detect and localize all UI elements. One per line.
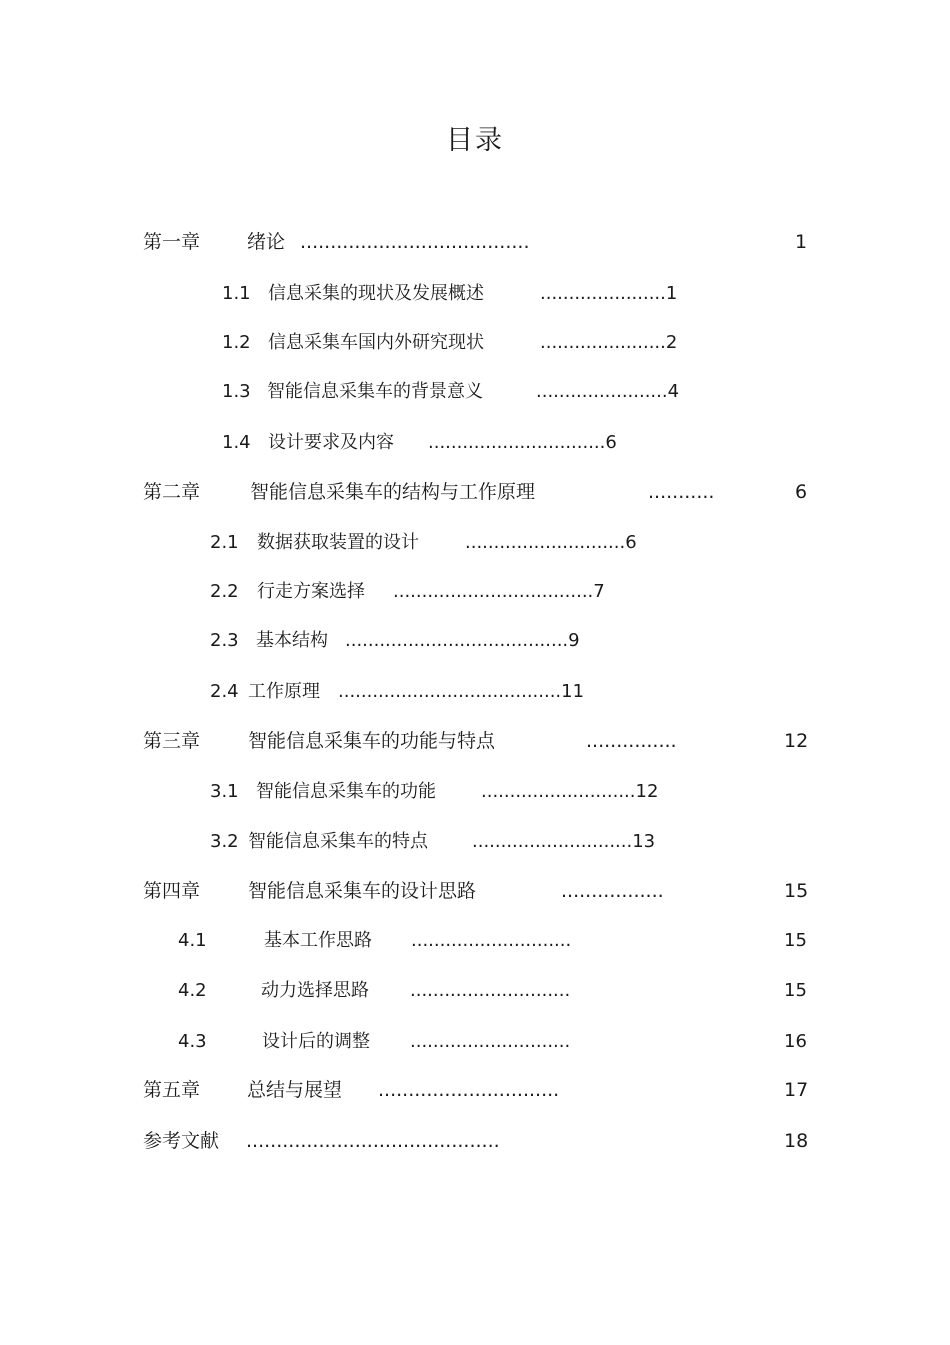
leader-dots: ................. (561, 880, 664, 902)
section-title: 智能信息采集车的功能 (256, 781, 436, 802)
chapter-number: 第一章 (143, 231, 201, 253)
page-number: 12 (784, 730, 809, 752)
chapter-title: 智能信息采集车的结构与工作原理 (250, 481, 536, 503)
chapter-number: 第五章 (143, 1079, 201, 1101)
toc-section-1-1[interactable] (0, 279, 950, 309)
section-number: 4.3 (178, 1031, 207, 1052)
leader-dots: ........... (648, 481, 715, 503)
leader-dots-page: ............................13 (472, 831, 656, 852)
section-number: 2.2 (210, 581, 239, 602)
section-number: 2.4 (210, 681, 239, 702)
page-number: 16 (784, 1031, 807, 1052)
toc-references[interactable] (0, 1126, 950, 1156)
section-number: 4.1 (178, 930, 207, 951)
toc-section-2-2[interactable] (0, 577, 950, 607)
toc-section-1-3[interactable] (0, 377, 950, 407)
section-title: 设计后的调整 (262, 1031, 370, 1052)
section-number: 4.2 (178, 980, 207, 1001)
section-title: 信息采集的现状及发展概述 (268, 283, 484, 304)
section-title: 数据获取装置的设计 (257, 532, 419, 553)
section-number: 3.1 (210, 781, 239, 802)
section-title: 动力选择思路 (261, 980, 369, 1001)
leader-dots-page: .......................................11 (338, 681, 585, 702)
leader-dots-page: ............................6 (465, 532, 637, 553)
chapter-title: 智能信息采集车的设计思路 (248, 880, 477, 902)
section-number: 2.3 (210, 630, 239, 651)
leader-dots: .............................. (378, 1079, 560, 1101)
chapter-number: 第三章 (143, 730, 201, 752)
section-number: 2.1 (210, 532, 239, 553)
toc-section-4-3[interactable] (0, 1027, 950, 1057)
page-number: 15 (784, 930, 807, 951)
leader-dots: ............................ (411, 930, 572, 951)
section-title: 智能信息采集车的背景意义 (267, 381, 483, 402)
toc-section-1-4[interactable] (0, 428, 950, 458)
leader-dots: ............................ (410, 1031, 571, 1052)
leader-dots-page: ......................1 (540, 283, 678, 304)
leader-dots-page: ...............................6 (428, 432, 617, 453)
toc-chapter-2[interactable] (0, 477, 950, 507)
page-number: 15 (784, 880, 809, 902)
section-title: 工作原理 (248, 681, 320, 702)
toc-section-1-2[interactable] (0, 328, 950, 358)
section-number: 3.2 (210, 831, 239, 852)
toc-chapter-4[interactable] (0, 876, 950, 906)
page-number: 6 (795, 481, 808, 503)
chapter-title: 总结与展望 (247, 1079, 343, 1101)
page-number: 17 (784, 1079, 809, 1101)
chapter-title: 绪论 (247, 231, 286, 253)
toc-section-3-1[interactable] (0, 777, 950, 807)
toc-section-4-1[interactable] (0, 926, 950, 956)
leader-dots-page: ...........................12 (481, 781, 659, 802)
leader-dots-page: ......................2 (540, 332, 678, 353)
leader-dots-page: ...................................7 (393, 581, 605, 602)
toc-chapter-1[interactable] (0, 227, 950, 257)
toc-chapter-5[interactable] (0, 1075, 950, 1105)
toc-chapter-3[interactable] (0, 726, 950, 756)
section-number: 1.1 (222, 283, 251, 304)
references-title: 参考文献 (143, 1130, 220, 1152)
page-title: 目录 (446, 125, 504, 156)
page-number: 15 (784, 980, 807, 1001)
section-title: 行走方案选择 (257, 581, 365, 602)
toc-section-3-2[interactable] (0, 827, 950, 857)
section-title: 智能信息采集车的特点 (248, 831, 428, 852)
section-number: 1.2 (222, 332, 251, 353)
leader-dots: .......................................... (246, 1130, 500, 1152)
leader-dots-page: .......................4 (536, 381, 680, 402)
leader-dots: ...................................... (300, 231, 530, 253)
section-title: 信息采集车国内外研究现状 (268, 332, 484, 353)
chapter-title: 智能信息采集车的功能与特点 (248, 730, 496, 752)
leader-dots: ............... (586, 730, 677, 752)
toc-section-2-4[interactable] (0, 677, 950, 707)
leader-dots-page: .......................................9 (345, 630, 580, 651)
toc-section-2-3[interactable] (0, 626, 950, 656)
toc-section-4-2[interactable] (0, 976, 950, 1006)
section-number: 1.4 (222, 432, 251, 453)
chapter-number: 第二章 (143, 481, 201, 503)
section-title: 设计要求及内容 (268, 432, 394, 453)
section-title: 基本工作思路 (264, 930, 372, 951)
page-number: 18 (784, 1130, 809, 1152)
section-title: 基本结构 (256, 630, 328, 651)
toc-section-2-1[interactable] (0, 528, 950, 558)
leader-dots: ............................ (410, 980, 571, 1001)
chapter-number: 第四章 (143, 880, 201, 902)
section-number: 1.3 (222, 381, 251, 402)
page-number: 1 (795, 231, 808, 253)
